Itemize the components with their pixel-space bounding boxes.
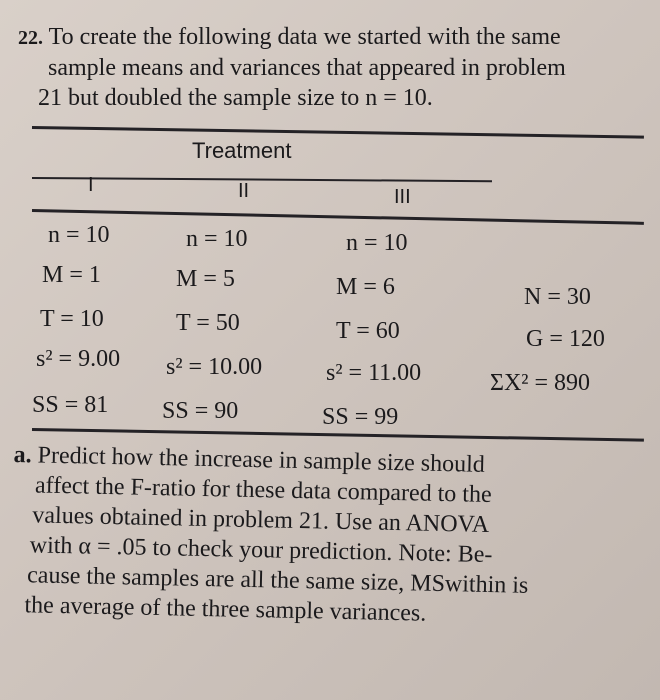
problem-number: 22. <box>18 27 43 49</box>
col3-n: n = 10 <box>346 230 408 256</box>
col3-ss: SS = 99 <box>322 404 399 430</box>
col3-total: T = 60 <box>336 318 400 344</box>
part-a-line-3: values obtained in problem 21. Use an ANOVA <box>32 502 490 538</box>
col2-mean: M = 5 <box>176 266 235 292</box>
table-top-rule <box>32 126 644 139</box>
treatment-rule <box>32 177 492 182</box>
total-n: N = 30 <box>524 284 591 310</box>
grand-total: G = 120 <box>526 326 605 352</box>
intro-line-2: sample means and variances that appeared in problem <box>48 55 566 81</box>
col3-variance: s² = 11.00 <box>326 360 422 386</box>
part-a-line-5: cause the samples are all the same size, MSwithin is <box>26 562 529 599</box>
col1-variance: s² = 9.00 <box>36 346 121 372</box>
problem-intro <box>18 22 648 113</box>
header-rule <box>32 209 644 225</box>
col2-n: n = 10 <box>186 226 248 252</box>
part-a-line-2: affect the F-ratio for these data compared to the <box>34 472 492 509</box>
intro-line-3: 21 but doubled the sample size to n = 10. <box>38 85 433 111</box>
col2-variance: s² = 10.00 <box>166 354 263 380</box>
part-a-line-1: a. Predict how the increase in sample size should <box>13 441 486 478</box>
column-header-3: III <box>394 186 411 208</box>
part-a-label: a. <box>13 441 32 469</box>
col1-total: T = 10 <box>40 306 104 332</box>
column-header-1: I <box>88 174 94 196</box>
table-title: Treatment <box>192 138 292 163</box>
column-header-2: II <box>238 180 250 202</box>
col2-ss: SS = 90 <box>162 398 239 424</box>
col1-n: n = 10 <box>48 222 110 248</box>
part-a-line-4: with α = .05 to check your prediction. Note: Be- <box>29 532 493 569</box>
part-a-line-6: the average of the three sample variances. <box>24 592 427 627</box>
part-a <box>10 440 644 633</box>
intro-line-1: 22. To create the following data we started with the same <box>18 24 561 50</box>
col1-mean: M = 1 <box>42 262 101 288</box>
col2-total: T = 50 <box>176 310 240 336</box>
sum-of-squares-x: ΣX² = 890 <box>490 370 591 396</box>
col3-mean: M = 6 <box>336 274 395 300</box>
col1-ss: SS = 81 <box>32 392 109 418</box>
